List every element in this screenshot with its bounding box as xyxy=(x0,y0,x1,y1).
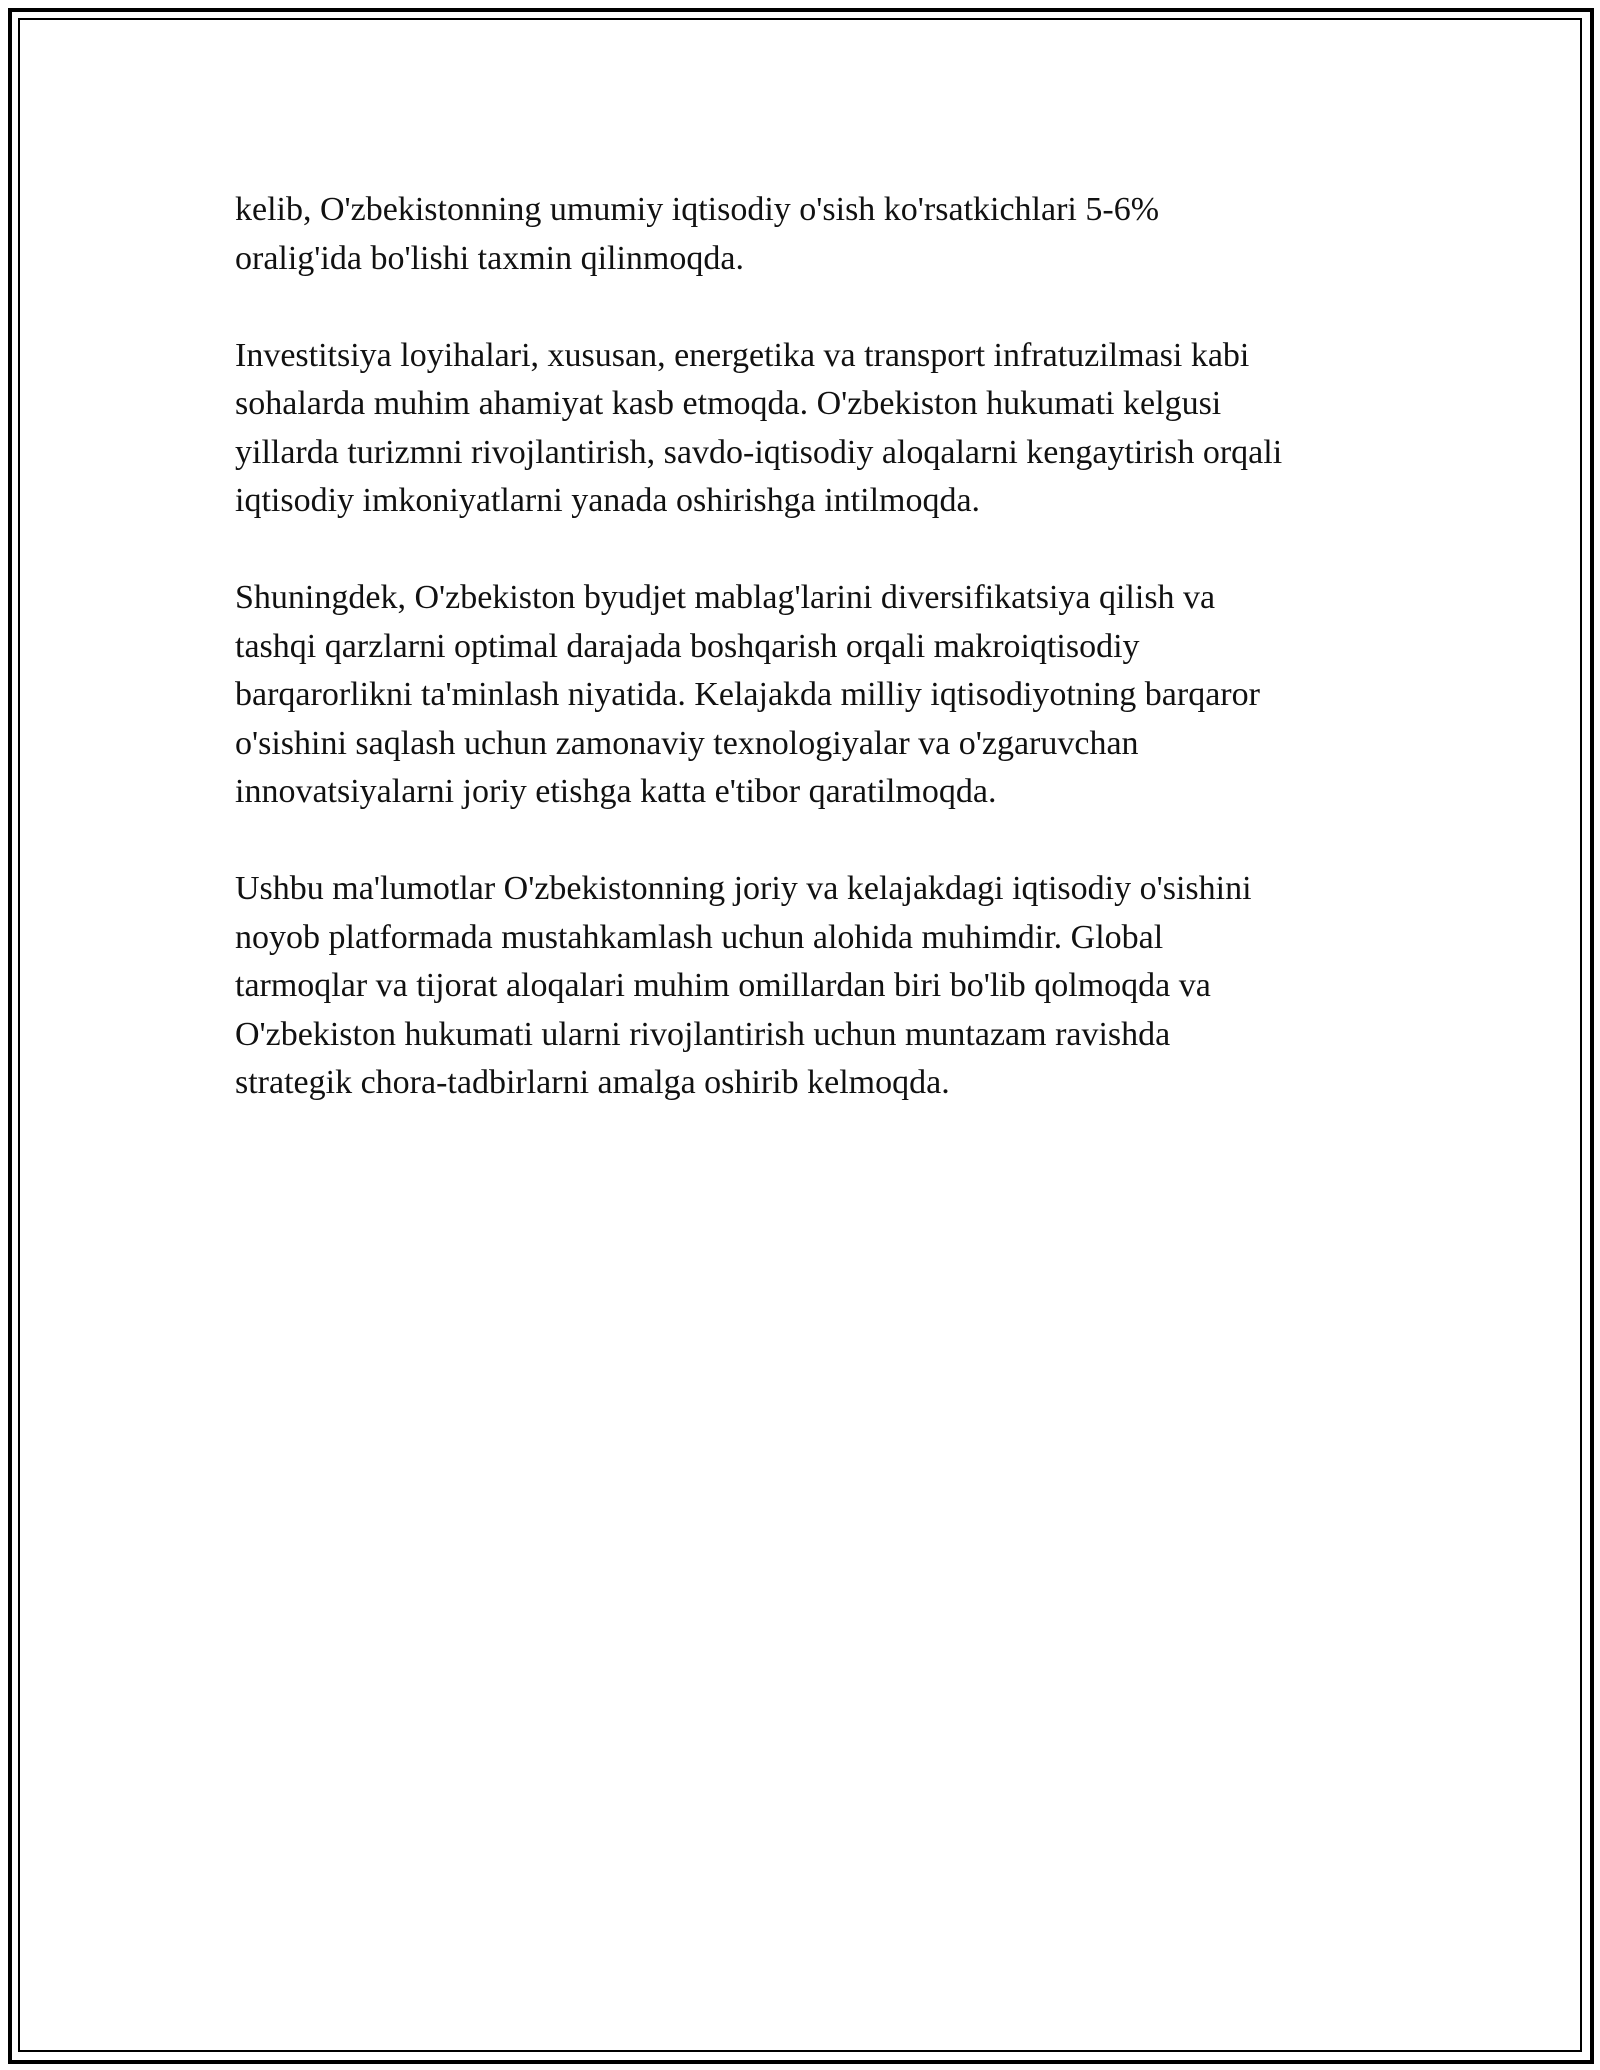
paragraph-2 xyxy=(235,332,1375,526)
text-line: Shuningdek, O'zbekiston byudjet mablag'larini diversifikatsiya qilish va xyxy=(235,579,1216,616)
text-line: o'sishini saqlash uchun zamonaviy texnologiyalar va o'zgaruvchan xyxy=(235,724,1139,762)
text-line: tarmoqlar va tijorat aloqalari muhim omillardan biri bo'lib qolmoqda va xyxy=(235,967,1211,1004)
text-line: Ushbu ma'lumotlar O'zbekistonning joriy va kelajakdagi iqtisodiy o'sishini xyxy=(235,870,1252,907)
text-line: sohalarda muhim ahamiyat kasb etmoqda. O'zbekiston hukumati kelgusi xyxy=(235,385,1222,422)
document-body xyxy=(235,186,1375,1156)
text-line: barqarorlikni ta'minlash niyatida. Kelajakda milliy iqtisodiyotning barqaror xyxy=(235,676,1260,713)
paragraph-4 xyxy=(235,865,1375,1108)
text-line: strategik chora-tadbirlarni amalga oshirib kelmoqda. xyxy=(235,1064,950,1101)
text-line: iqtisodiy imkoniyatlarni yanada oshirishga intilmoqda. xyxy=(235,482,981,519)
text-line: kelib, O'zbekistonning umumiy iqtisodiy o'sish ko'rsatkichlari 5-6% xyxy=(235,191,1160,228)
paragraph-1 xyxy=(235,186,1375,283)
text-line: Investitsiya loyihalari, xususan, energetika va transport infratuzilmasi kabi xyxy=(235,336,1250,374)
text-line: yillarda turizmni rivojlantirish, savdo-iqtisodiy aloqalarni kengaytirish orqali xyxy=(235,433,1283,471)
text-line: O'zbekiston hukumati ularni rivojlantirish uchun muntazam ravishda xyxy=(235,1015,1171,1053)
text-line: tashqi qarzlarni optimal darajada boshqarish orqali makroiqtisodiy xyxy=(235,627,1140,665)
text-line: noyob platformada mustahkamlash uchun alohida muhimdir. Global xyxy=(235,918,1164,956)
paragraph-3 xyxy=(235,574,1375,817)
text-line: oralig'ida bo'lishi taxmin qilinmoqda. xyxy=(235,239,744,277)
text-line: innovatsiyalarni joriy etishga katta e'tibor qaratilmoqda. xyxy=(235,773,997,810)
